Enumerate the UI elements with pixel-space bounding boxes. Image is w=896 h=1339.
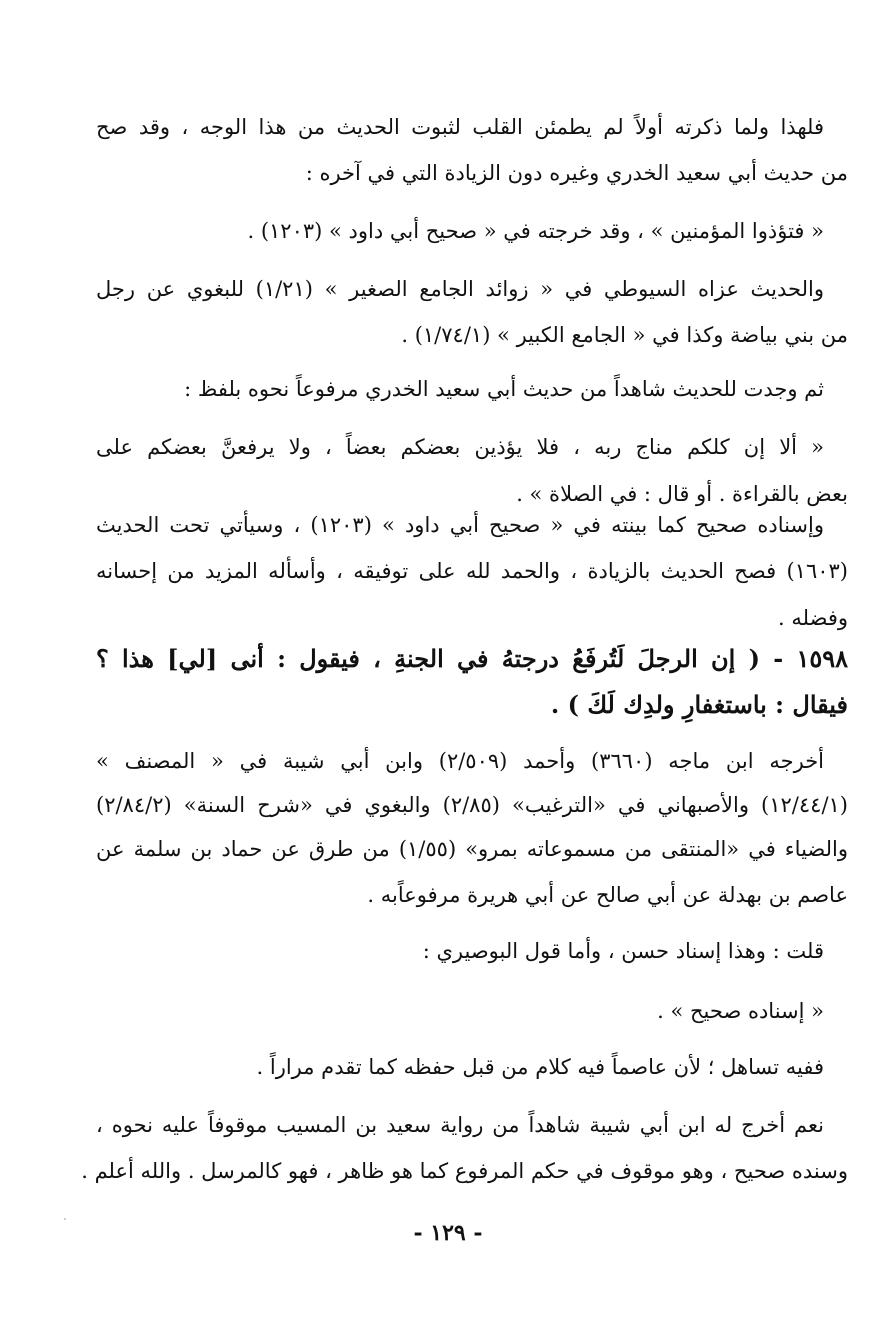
page-number: - ١٢٩ - — [413, 1220, 483, 1246]
text-line: وفضله . — [778, 606, 848, 630]
text-line: من حديث أبي سعيد الخدري وغيره دون الزيادة التي في آخره : — [305, 161, 848, 185]
quote-line: « إسناده صحيح » . — [657, 999, 824, 1023]
text-line: ثم وجدت للحديث شاهداً من حديث أبي سعيد الخدري مرفوعاً نحوه بلفظ : — [184, 377, 824, 401]
text-line: قلت : وهذا إسناد حسن ، وأما قول البوصيري : — [422, 939, 824, 963]
text-line: أخرجه ابن ماجه (٣٦٦٠) وأحمد (٢/٥٠٩) وابن أبي شيبة في « المصنف » — [96, 749, 825, 773]
quote-line: بعض بالقراءة . أو قال : في الصلاة » . — [516, 482, 848, 506]
text-line: والضياء في «المنتقى من مسموعاته بمرو» (١/٥٥) من طرق عن حماد بن سلمة عن — [96, 837, 848, 861]
text-line: نعم أخرج له ابن أبي شيبة شاهداً من رواية سعيد بن المسيب موقوفاً عليه نحوه ، — [96, 1113, 824, 1137]
text-line: فلهذا ولما ذكرته أولاً لم يطمئن القلب لثبوت الحديث من هذا الوجه ، وقد صح — [96, 115, 824, 139]
text-line: وسنده صحيح ، وهو موقوف في حكم المرفوع كما هو ظاهر ، فهو كالمرسل . والله أعلم . — [81, 1159, 848, 1183]
quote-line: « فتؤذوا المؤمنين » ، وقد خرجته في « صحيح أبي داود » (١٢٠٣) . — [247, 219, 824, 243]
text-line: والحديث عزاه السيوطي في « زوائد الجامع الصغير » (١/٢١) للبغوي عن رجل — [96, 277, 824, 301]
hadith-heading: فيقال : باستغفارِ ولدِك لَكَ ) . — [550, 690, 848, 719]
text-line: من بني بياضة وكذا في « الجامع الكبير » (١/٧٤/١) . — [401, 323, 848, 347]
text-line: (١٦٠٣) فصح الحديث بالزيادة ، والحمد لله على توفيقه ، وأسأله المزيد من إحسانه — [96, 559, 848, 583]
text-line: ففيه تساهل ؛ لأن عاصماً فيه كلام من قبل حفظه كما تقدم مراراً . — [256, 1055, 824, 1079]
quote-line: « ألا إن كلكم مناج ربه ، فلا يؤذين بعضكم بعضاً ، ولا يرفعنَّ بعضكم على — [96, 435, 824, 459]
text-line: عاصم بن بهدلة عن أبي صالح عن أبي هريرة مرفوعاًبه . — [367, 883, 848, 907]
text-line: وإسناده صحيح كما بينته في « صحيح أبي داود » (١٢٠٣) ، وسيأتي تحت الحديث — [96, 513, 825, 537]
hadith-heading: ١٥٩٨ - ( إن الرجلَ لَتُرفَعُ درجتهُ في الجنةِ ، فيقول : أنى [لي] هذا ؟ — [96, 644, 848, 673]
text-line: (١٢/٤٤/١) والأصبهاني في «الترغيب» (٢/٨٥) والبغوي في «شرح السنة» (٢/٨٤/٢) — [96, 793, 848, 817]
